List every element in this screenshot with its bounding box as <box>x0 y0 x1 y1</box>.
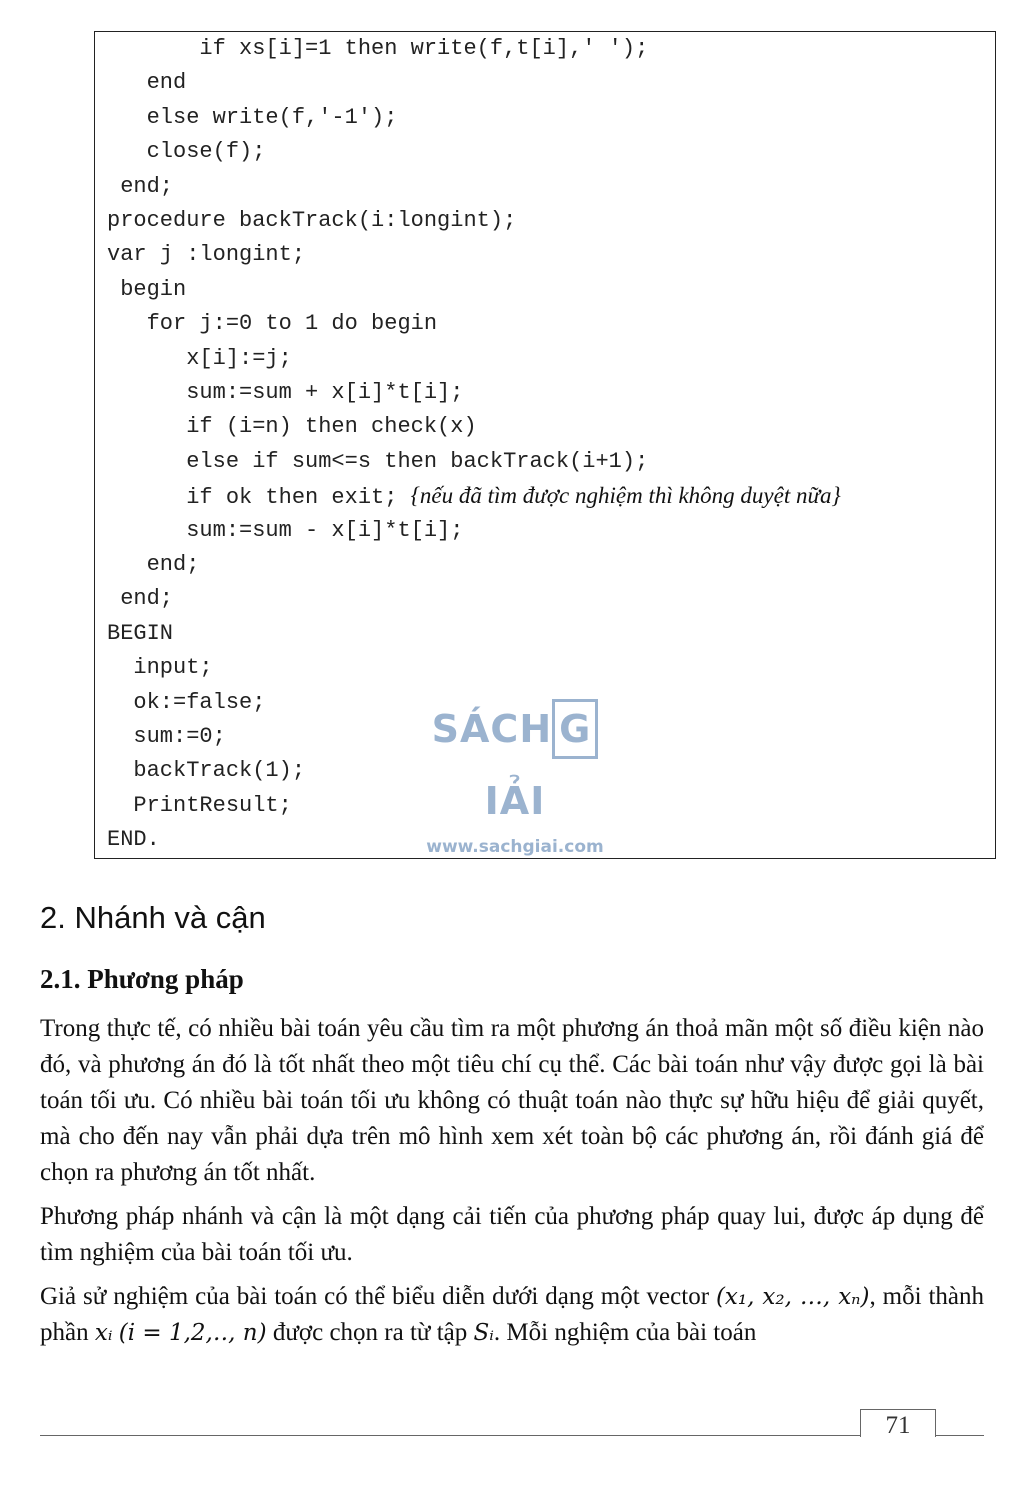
page-number: 71 <box>860 1409 936 1437</box>
code-line: close(f); <box>107 139 266 165</box>
section-heading: 2. Nhánh và cận <box>40 900 266 935</box>
code-line: if (i=n) then check(x) <box>107 414 477 440</box>
code-line: END. <box>107 827 160 853</box>
paragraph-2: Phương pháp nhánh và cận là một dạng cải tiến của phương pháp quay lui, được áp dụng để tìm nghiệm của bài toán tối ưu. <box>40 1203 984 1266</box>
code-line: backTrack(1); <box>107 758 306 784</box>
set-si: Sᵢ <box>473 1320 494 1346</box>
code-line: BEGIN <box>107 620 174 646</box>
code-line: sum:=sum + x[i]*t[i]; <box>107 380 464 405</box>
watermark-logo: SÁCH GIẢI <box>410 693 620 837</box>
code-line: ok:=false; <box>107 689 266 715</box>
watermark-logo-g: G <box>552 699 598 759</box>
code-comment: {nếu đã tìm được nghiệm thì không duyệt nữa} <box>410 483 841 509</box>
code-line: for j:=0 to 1 do begin <box>107 311 438 337</box>
watermark-url: www.sachgiai.com <box>426 837 604 857</box>
code-line: sum:=0; <box>107 724 226 749</box>
code-line: var j :longint; <box>107 242 306 268</box>
code-line: end; <box>107 552 200 577</box>
code-line: PrintResult; <box>107 792 292 818</box>
code-line: x[i]:=j; <box>107 345 292 371</box>
code-line: end; <box>107 173 174 199</box>
code-line: else if sum<=s then backTrack(i+1); <box>107 448 649 474</box>
component-xi: xᵢ <box>94 1320 113 1346</box>
vector-x: (x₁, x₂, …, xₙ) <box>715 1284 870 1310</box>
subsection-heading: 2.1. Phương pháp <box>40 964 244 994</box>
code-line: end; <box>107 586 174 612</box>
code-line: if xs[i]=1 then write(f,t[i],' '); <box>107 36 649 61</box>
index-range: (i = 1,2,‥, n) <box>118 1320 267 1346</box>
code-line: else write(f,'-1'); <box>107 104 398 130</box>
code-line: if ok then exit; {nếu đã tìm được nghiệm thì không duyệt nữa} <box>107 483 841 511</box>
code-line: input; <box>107 655 213 681</box>
code-line: end <box>107 70 187 96</box>
footer-rule <box>40 1435 984 1436</box>
code-line: begin <box>107 276 187 302</box>
code-line: sum:=sum - x[i]*t[i]; <box>107 517 464 543</box>
sachgiai-watermark <box>410 693 620 857</box>
paragraph-3: Giả sử nghiệm của bài toán có thể biểu diễn dưới dạng một vector (x₁, x₂, …, xₙ), mỗi thành phần xᵢ (i = 1,2,‥, n) được chọn ra từ tập Sᵢ. Mỗi nghiệm của bài toán <box>40 1283 984 1346</box>
code-line: procedure backTrack(i:longint); <box>107 208 517 233</box>
paragraph-1: Trong thực tế, có nhiều bài toán yêu cầu tìm ra một phương án thoả mãn một số điều kiện nào đó, và phương án đó là tốt nhất theo một tiêu chí cụ thể. Các bài toán như vậy được gọi là bài toán tối ưu. Có nhiều bài toán tối ưu không có thuật toán nào thực sự hữu hiệu để giải quyết, mà cho đến nay vẫn phải dựa trên mô hình xem xét toàn bộ các phương án, rồi đánh giá để chọn ra phương án tốt nhất. <box>40 1015 984 1186</box>
